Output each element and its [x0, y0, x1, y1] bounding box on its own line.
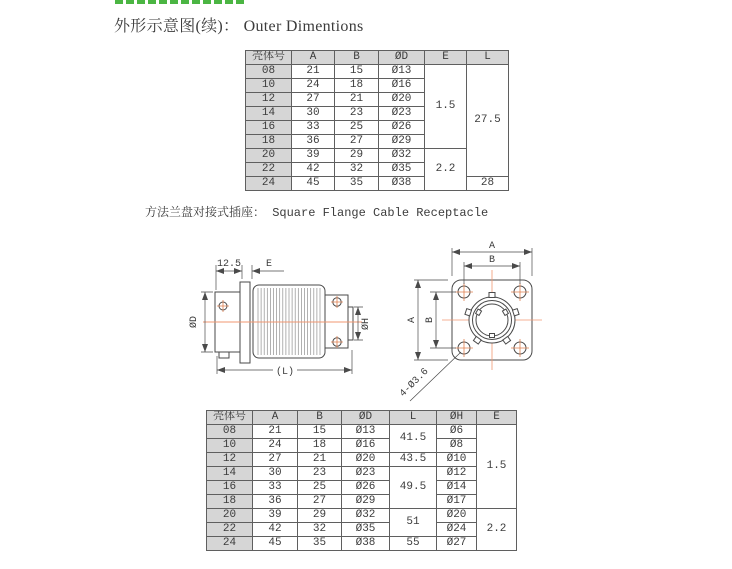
dimension-cell: 21	[253, 425, 298, 439]
dimension-cell: 27	[253, 453, 298, 467]
table-row	[207, 481, 517, 495]
dimension-cell: 1.5	[425, 65, 467, 149]
dimension-cell: 45	[292, 177, 335, 191]
shell-number-cell: 16	[207, 481, 253, 495]
table-row	[207, 523, 517, 537]
shell-number-cell: 14	[207, 467, 253, 481]
column-header: ØH	[437, 411, 477, 425]
table-row	[207, 495, 517, 509]
dimension-cell: Ø13	[342, 425, 390, 439]
dimension-cell: Ø32	[379, 149, 425, 163]
dimension-cell: 29	[298, 509, 342, 523]
dim-label-e: E	[265, 259, 273, 270]
dimension-cell: Ø35	[379, 163, 425, 177]
dim-label-a-outer: A	[488, 241, 496, 252]
shell-number-cell: 18	[207, 495, 253, 509]
table-row	[246, 177, 509, 191]
column-header: L	[390, 411, 437, 425]
dimension-cell: 29	[335, 149, 379, 163]
holes-note-label: 4-Ø3.6	[398, 366, 432, 400]
dimension-cell: Ø8	[437, 439, 477, 453]
table-row	[246, 65, 509, 79]
column-header: A	[253, 411, 298, 425]
dimension-cell: 35	[335, 177, 379, 191]
dimension-cell: Ø20	[379, 93, 425, 107]
dim-label-oh: ØH	[361, 317, 372, 331]
column-header: ØD	[379, 51, 425, 65]
dimension-cell: 39	[253, 509, 298, 523]
dimension-cell: 25	[335, 121, 379, 135]
dimension-cell: 21	[298, 453, 342, 467]
table-row	[207, 467, 517, 481]
shell-number-cell: 22	[246, 163, 292, 177]
dimension-cell: 51	[390, 509, 437, 537]
dimension-cell: Ø26	[379, 121, 425, 135]
dim-label-offset: 12.5	[216, 259, 242, 270]
shell-number-cell: 10	[246, 79, 292, 93]
dimension-cell: 43.5	[390, 453, 437, 467]
header-row	[246, 51, 509, 65]
dimension-cell: Ø38	[342, 537, 390, 551]
dimension-cell: 32	[298, 523, 342, 537]
dimension-cell: Ø16	[379, 79, 425, 93]
dimension-cell: 55	[390, 537, 437, 551]
dimension-cell: 18	[335, 79, 379, 93]
shell-number-cell: 22	[207, 523, 253, 537]
shell-number-cell: 20	[246, 149, 292, 163]
dimension-cell: Ø38	[379, 177, 425, 191]
dimension-cell: Ø27	[437, 537, 477, 551]
dimension-cell: 15	[335, 65, 379, 79]
dimension-cell: 23	[335, 107, 379, 121]
dimension-cell: 27	[292, 93, 335, 107]
dimension-cell: Ø20	[437, 509, 477, 523]
shell-number-cell: 18	[246, 135, 292, 149]
dimension-cell: Ø26	[342, 481, 390, 495]
dimension-cell: Ø32	[342, 509, 390, 523]
dimension-cell: 24	[292, 79, 335, 93]
dimension-cell: 36	[253, 495, 298, 509]
column-header: E	[425, 51, 467, 65]
shell-number-cell: 12	[246, 93, 292, 107]
dimension-cell: 27.5	[467, 65, 509, 177]
dimension-cell: Ø16	[342, 439, 390, 453]
dimension-cell: 15	[298, 425, 342, 439]
page-title: 外形示意图(续)： Outer Dimentions	[114, 18, 364, 35]
cropped-green-heading	[115, 0, 246, 4]
column-header: L	[467, 51, 509, 65]
dimension-cell: 21	[292, 65, 335, 79]
shell-number-cell: 20	[207, 509, 253, 523]
dim-label-b-holes: B	[488, 255, 496, 266]
dimension-cell: Ø29	[379, 135, 425, 149]
section-label: 方法兰盘对接式插座： Square Flange Cable Receptacle	[145, 206, 489, 220]
shell-number-cell: 10	[207, 439, 253, 453]
dimension-cell: 24	[253, 439, 298, 453]
column-header: B	[298, 411, 342, 425]
dimension-cell: 32	[335, 163, 379, 177]
front-view-drawing	[398, 228, 554, 408]
dim-label-b-side: B	[425, 316, 436, 324]
dimension-cell: 33	[253, 481, 298, 495]
dimension-cell: 25	[298, 481, 342, 495]
column-header: ØD	[342, 411, 390, 425]
dim-label-od: ØD	[189, 315, 200, 329]
dimension-cell: 41.5	[390, 425, 437, 453]
table-row	[207, 453, 517, 467]
dimension-cell: Ø17	[437, 495, 477, 509]
shell-number-cell: 24	[207, 537, 253, 551]
dimension-cell: 18	[298, 439, 342, 453]
dimension-cell: Ø23	[342, 467, 390, 481]
dimension-cell: 42	[292, 163, 335, 177]
column-header: B	[335, 51, 379, 65]
dimension-cell: Ø6	[437, 425, 477, 439]
dimension-cell: Ø23	[379, 107, 425, 121]
outer-dimensions-table	[245, 50, 509, 191]
dimension-cell: 30	[253, 467, 298, 481]
table-row	[207, 425, 517, 439]
column-header: 壳体号	[207, 411, 253, 425]
dimension-cell: Ø12	[437, 467, 477, 481]
flange-dimensions-table	[206, 410, 517, 551]
dimension-cell: 21	[335, 93, 379, 107]
dimension-cell: 1.5	[477, 425, 517, 509]
dimension-cell: 33	[292, 121, 335, 135]
dimension-cell: Ø24	[437, 523, 477, 537]
table-row	[207, 537, 517, 551]
shell-number-cell: 24	[246, 177, 292, 191]
shell-number-cell: 14	[246, 107, 292, 121]
shell-number-cell: 12	[207, 453, 253, 467]
dimension-cell: 35	[298, 537, 342, 551]
shell-number-cell: 16	[246, 121, 292, 135]
dimension-cell: 27	[335, 135, 379, 149]
dimension-cell: 30	[292, 107, 335, 121]
dimension-cell: 39	[292, 149, 335, 163]
dimension-cell: 36	[292, 135, 335, 149]
side-view-drawing	[185, 250, 372, 385]
dimension-cell: 27	[298, 495, 342, 509]
dimension-cell: 42	[253, 523, 298, 537]
header-row	[207, 411, 517, 425]
dimension-cell: Ø20	[342, 453, 390, 467]
table-row	[207, 439, 517, 453]
table-row	[207, 509, 517, 523]
shell-number-cell: 08	[246, 65, 292, 79]
dimension-cell: 49.5	[390, 467, 437, 509]
dimension-cell: Ø35	[342, 523, 390, 537]
dimension-cell: 45	[253, 537, 298, 551]
dimension-cell: Ø13	[379, 65, 425, 79]
dimension-cell: 28	[467, 177, 509, 191]
dim-label-a-side: A	[407, 316, 418, 324]
dim-label-l: (L)	[275, 367, 295, 378]
dimension-cell: Ø29	[342, 495, 390, 509]
dimension-cell: Ø10	[437, 453, 477, 467]
column-header: 壳体号	[246, 51, 292, 65]
dimension-cell: 2.2	[425, 149, 467, 191]
column-header: A	[292, 51, 335, 65]
dimension-cell: 2.2	[477, 509, 517, 551]
shell-number-cell: 08	[207, 425, 253, 439]
dimension-cell: Ø14	[437, 481, 477, 495]
dimension-cell: 23	[298, 467, 342, 481]
column-header: E	[477, 411, 517, 425]
